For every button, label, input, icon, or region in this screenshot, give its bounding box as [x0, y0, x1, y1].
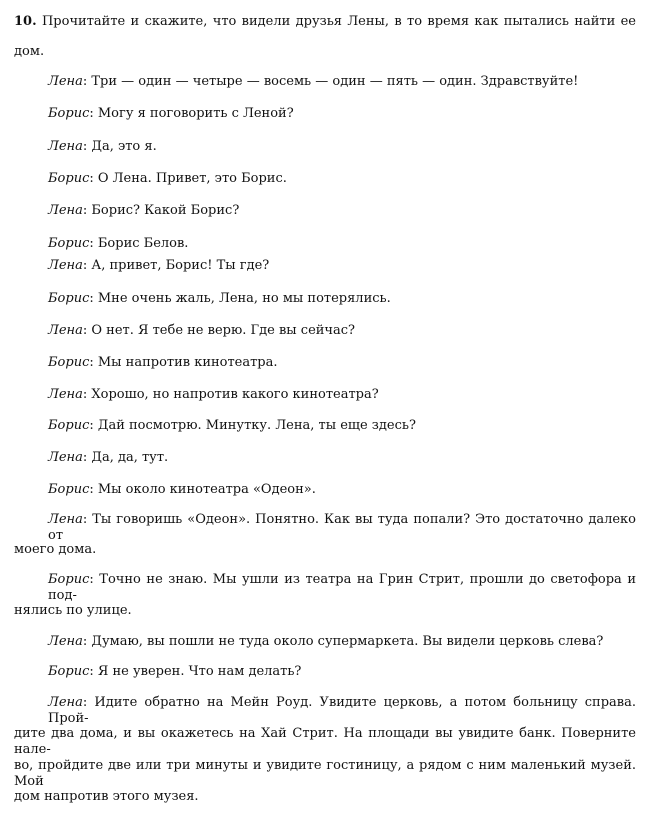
dialogue-continuation: моего дома.	[14, 542, 97, 557]
dialogue-continuation: дите два дома, и вы окажетесь на Хай Стрит. На площади вы увидите банк. Поверните нале-	[14, 726, 636, 757]
dialogue-continuation: во, пройдите две или три минуты и увидите гостиницу, а рядом с ним маленький музей. Мой	[14, 758, 636, 789]
dialogue-line	[48, 203, 636, 219]
utterance: : О Лена. Привет, это Борис.	[89, 171, 287, 186]
dialogue-line	[48, 695, 636, 726]
utterance: : Хорошо, но напротив какого кинотеатра?	[82, 387, 379, 402]
utterance: : Думаю, вы пошли не туда около супермаркета. Вы видели церковь слева?	[82, 634, 604, 649]
speaker-name: Лена	[48, 139, 83, 154]
speaker-name: Борис	[48, 482, 90, 497]
utterance: : О нет. Я тебе не верю. Где вы сейчас?	[82, 323, 356, 338]
speaker-name: Борис	[48, 106, 90, 121]
utterance: : Идите обратно на Мейн Роуд. Увидите церковь, а потом больницу справа. Прой-	[48, 695, 636, 726]
utterance: : Дай посмотрю. Минутку. Лена, ты еще здесь?	[89, 418, 416, 433]
dialogue-line	[48, 418, 636, 434]
speaker-name: Борис	[48, 236, 90, 251]
dialogue-line	[48, 106, 636, 122]
utterance: : Борис Белов.	[89, 236, 189, 251]
speaker-name: Лена	[48, 258, 83, 273]
utterance: : А, привет, Борис! Ты где?	[82, 258, 270, 273]
utterance: : Три — один — четыре — восемь — один — пять — один. Здравствуйте!	[82, 74, 579, 89]
speaker-name: Борис	[48, 664, 90, 679]
utterance: : Да, это я.	[82, 139, 157, 154]
speaker-name: Борис	[48, 572, 90, 587]
instruction-text: Прочитайте и скажите, что видели друзья Лены, в то время как пытались найти ее	[36, 14, 636, 29]
dialogue-line	[48, 139, 636, 155]
speaker-name: Лена	[48, 203, 83, 218]
utterance: : Борис? Какой Борис?	[82, 203, 240, 218]
exercise-instruction	[14, 14, 636, 30]
dialogue-line	[48, 355, 636, 371]
speaker-name: Борис	[48, 291, 90, 306]
speaker-name: Борис	[48, 418, 90, 433]
utterance: : Могу я поговорить с Леной?	[89, 106, 294, 121]
speaker-name: Борис	[48, 355, 90, 370]
dialogue-line	[48, 664, 636, 680]
dialogue-line	[48, 74, 636, 90]
speaker-name: Лена	[48, 695, 83, 710]
dialogue-continuation: дом напротив этого музея.	[14, 789, 199, 804]
dialogue-line	[48, 171, 636, 187]
dialogue-line	[48, 236, 636, 252]
utterance: : Да, да, тут.	[82, 450, 169, 465]
speaker-name: Лена	[48, 634, 83, 649]
speaker-name: Лена	[48, 323, 83, 338]
dialogue-line	[48, 291, 636, 307]
dialogue-line	[48, 258, 636, 274]
dialogue-line	[48, 387, 636, 403]
exercise-number: 10.	[14, 14, 37, 29]
speaker-name: Лена	[48, 512, 83, 527]
instruction-continuation: дом.	[14, 44, 45, 59]
utterance: : Ты говоришь «Одеон». Понятно. Как вы туда попали? Это достаточно далеко от	[48, 512, 636, 543]
speaker-name: Лена	[48, 74, 83, 89]
dialogue-line	[48, 450, 636, 466]
speaker-name: Борис	[48, 171, 90, 186]
dialogue-line	[48, 572, 636, 603]
dialogue-line	[48, 512, 636, 543]
dialogue-line	[48, 634, 636, 650]
utterance: : Мы напротив кинотеатра.	[89, 355, 278, 370]
speaker-name: Лена	[48, 387, 83, 402]
dialogue-line	[48, 482, 636, 498]
utterance: : Я не уверен. Что нам делать?	[89, 664, 302, 679]
utterance: : Мы около кинотеатра «Одеон».	[89, 482, 316, 497]
dialogue-line	[48, 323, 636, 339]
utterance: : Точно не знаю. Мы ушли из театра на Грин Стрит, прошли до светофора и под-	[48, 572, 636, 603]
utterance: : Мне очень жаль, Лена, но мы потерялись.	[89, 291, 391, 306]
dialogue-continuation: нялись по улице.	[14, 603, 132, 618]
speaker-name: Лена	[48, 450, 83, 465]
